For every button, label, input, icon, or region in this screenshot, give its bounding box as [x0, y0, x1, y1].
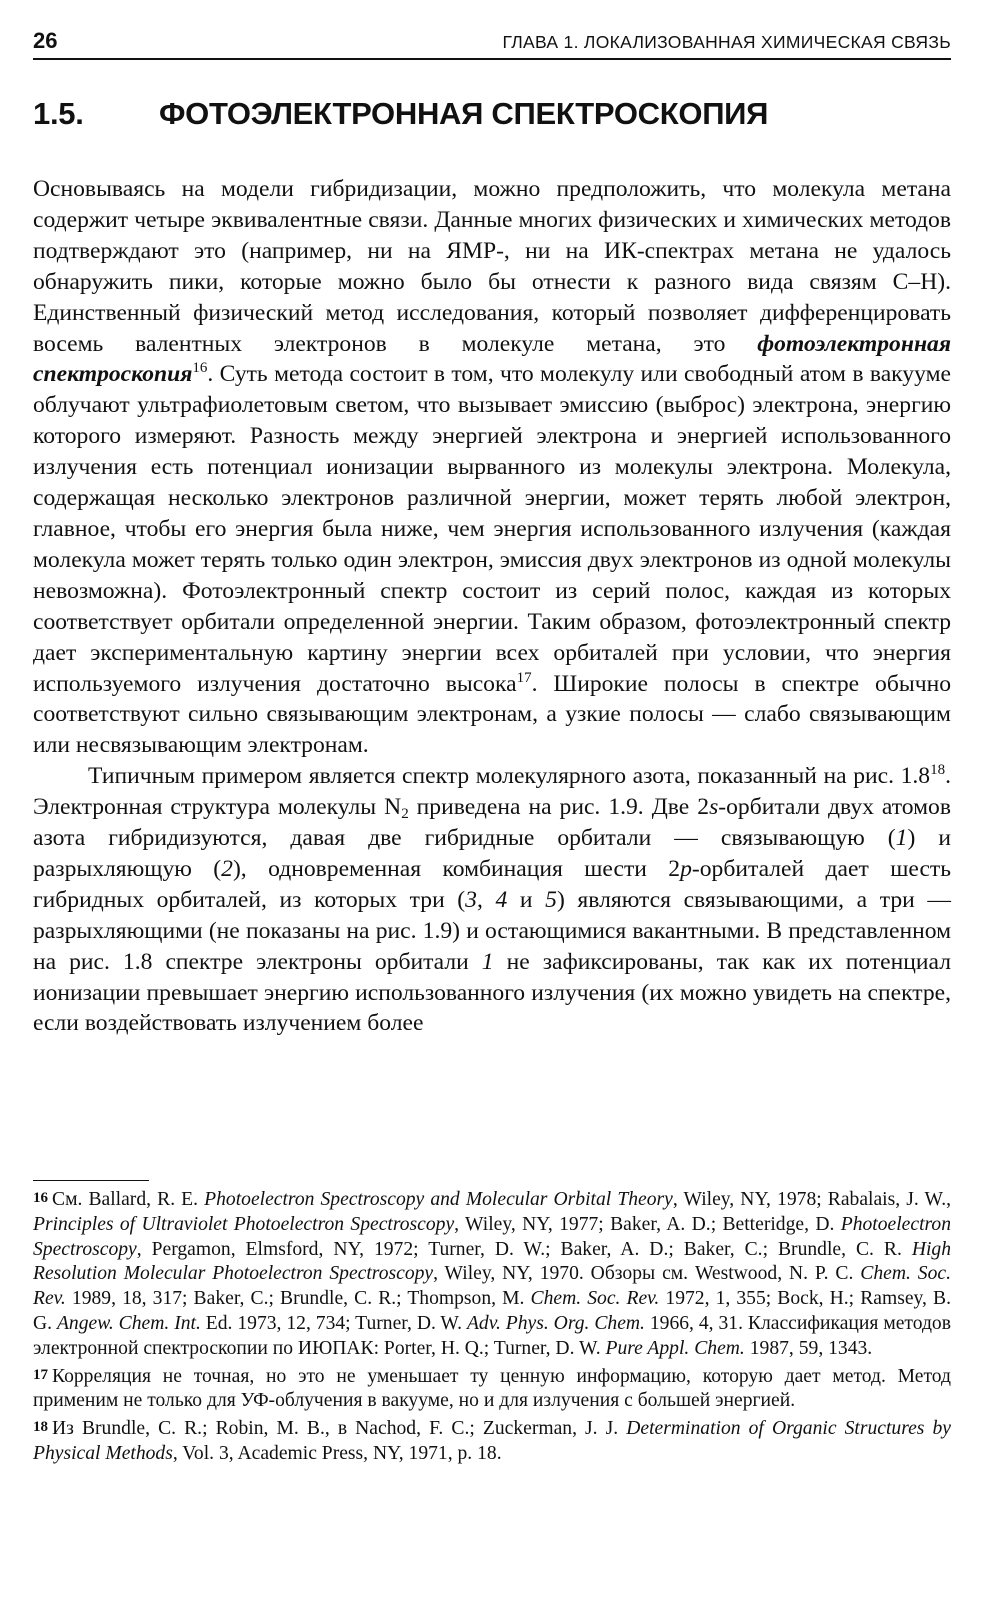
- footnote-16: 16 См. Ballard, R. E. Photoelectron Spectroscopy and Molecular Orbital Theory, Wiley, NY, 1978; Rabalais, J. W., Principles of Ultraviolet Photoelectron Spectroscopy, Wiley, NY, 1977; Baker, A. D.; Betteridge, D. Photoelectron Spectroscopy, Pergamon, Elmsford, NY, 1972; Turner, D. W.; Baker, A. D.; Baker, C.; Brundle, C. R. High Resolution Molecular Photoelectron Spectroscopy, Wiley, NY, 1970. Обзоры см. Westwood, N. P. C. Chem. Soc. Rev. 1989, 18, 317; Baker, C.; Brundle, C. R.; Thompson, M. Chem. Soc. Rev. 1972, 1, 355; Bock, H.; Ramsey, B. G. Angew. Chem. Int. Ed. 1973, 12, 734; Turner, D. W. Adv. Phys. Org. Chem. 1966, 4, 31. Классификация методов электронной спектроскопии по ИЮПАК: Porter, H. Q.; Turner, D. W. Pure Appl. Chem. 1987, 59, 1343.: [33, 1189, 952, 1359]
- body-text: [33, 174, 951, 1039]
- footnote-ref[interactable]: 18: [930, 762, 946, 779]
- paragraph: Основываясь на модели гибридизации, можно предположить, что молекула метана содержит четыре эквивалентные связи. Данные многих физических и химических методов подтверждают это (например, ни на ЯМР-, ни на ИК-спектрах метана не удалось обнаружить пики, которые можно было бы отнести к разного вида связям С–Н). Единственный физический метод исследования, который позволяет дифференцировать восемь валентных электронов в молекуле метана, это фотоэлектронная спектроскопия$^{16}$. Суть метода состоит в том, что молекулу или свободный атом в вакууме облучают ультрафиолетовым светом, что вызывает эмиссию (выброс) электрона, энергию которого измеряют. Разность между энергией электрона и энергией использованного излучения есть потенциал ионизации вырванного из молекулы электрона. Молекула, содержащая несколько электронов различной энергии, может терять любой электрон, главное, чтобы его энергия была ниже, чем энергия использованного излучения (каждая молекула может терять только один электрон, эмиссия двух электронов из одной молекулы невозможна). Фотоэлектронный спектр состоит из серий полос, каждая из которых соответствует орбитали определенной энергии. Таким образом, фотоэлектронный спектр дает экспериментальную картину энергии всех орбиталей при условии, что энергия используемого излучения достаточно высока$^{17}$. Широкие полосы в спектре обычно соответствуют сильно связывающим электронам, а узкие полосы — слабо связывающим или несвязывающим электронам.: [33, 176, 951, 759]
- header-rule: [33, 58, 951, 60]
- footnotes: [33, 1186, 951, 1468]
- footnote-17: 17 Корреляция не точная, но это не уменьшает ту ценную информацию, которую дает метод. Метод применим не только для УФ-облучения в вакууме, но и для излучения с большей энергией.: [33, 1365, 951, 1412]
- page-number: 26: [33, 28, 58, 53]
- paragraph: Типичным примером является спектр молекулярного азота, показанный на рис. $1.8^{18}$. Электронная структура молекулы $N_2$ приведена на рис. 1.9. Две 2s-орбитали двух атомов азота гибридизуются, давая две гибридные орбитали — связывающую (1) и разрыхляющую (2), одновременная комбинация шести 2p-орбиталей дает шесть гибридных орбиталей, из которых три (3, 4 и 5) являются связывающими, а три — разрыхляющими (не показаны на рис. 1.9) и остающимися вакантными. В представленном на рис. 1.8 спектре электроны орбитали 1 не зафиксированы, так как их потенциал ионизации превышает энергию использованного излучения (их можно увидеть на спектре, если воздействовать излучением более: [33, 762, 951, 1037]
- section-title: ФОТОЭЛЕКТРОННАЯ СПЕКТРОСКОПИЯ: [159, 96, 769, 131]
- section-heading: [33, 96, 951, 132]
- footnote-ref[interactable]: 16: [192, 360, 208, 377]
- footnote-18: 18 Из Brundle, C. R.; Robin, M. B., в Nachod, F. C.; Zuckerman, J. J. Determination of Organic Structures by Physical Methods, Vol. 3, Academic Press, NY, 1971, p. 18.: [33, 1418, 951, 1464]
- footnote-ref[interactable]: 17: [516, 669, 532, 686]
- footnote-divider: [33, 1180, 149, 1181]
- footnote-number: 16: [33, 1190, 48, 1206]
- footnote-number: 17: [33, 1366, 48, 1383]
- footnote-number: 18: [33, 1419, 48, 1436]
- section-number: 1.5.: [33, 96, 84, 131]
- term-emphasis: фотоэлектронная спектроскопия: [33, 330, 951, 388]
- page-header: [33, 26, 951, 58]
- running-title: ГЛАВА 1. ЛОКАЛИЗОВАННАЯ ХИМИЧЕСКАЯ СВЯЗЬ: [502, 32, 951, 52]
